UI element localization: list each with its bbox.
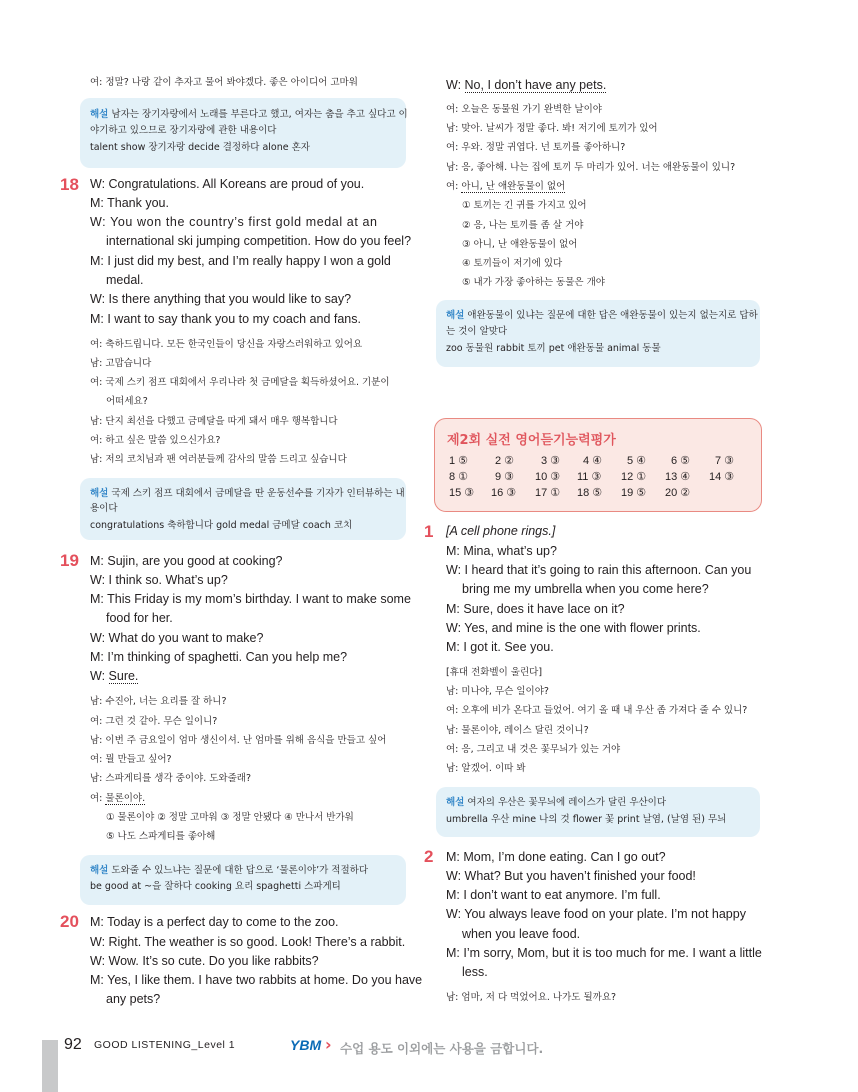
kor-line: 여: 그런 것 같아. 무슨 일이니? bbox=[90, 716, 218, 727]
explanation-text: 여자의 우산은 꽃무늬에 레이스가 달린 우산이다 bbox=[467, 797, 667, 808]
explanation-label: 해설 bbox=[90, 865, 109, 876]
kor-line: 여: 하고 싶은 말씀 있으신가요? bbox=[90, 435, 221, 446]
answer-key-item: 7 ③ bbox=[715, 455, 735, 467]
answer-key-item: 4 ④ bbox=[583, 455, 603, 467]
explanation-box bbox=[436, 300, 760, 367]
question-number-2: 2 bbox=[424, 847, 434, 866]
footer-bar bbox=[42, 1040, 58, 1092]
answer-key-item: 2 ② bbox=[495, 455, 515, 467]
dialogue-speaker: W: bbox=[446, 78, 465, 92]
answer-key-item: 18 ⑤ bbox=[577, 487, 603, 499]
dialogue-line: M: Mina, what’s up? bbox=[446, 544, 557, 558]
question-number-1: 1 bbox=[424, 522, 434, 541]
explanation-box bbox=[436, 787, 760, 837]
dialogue-line: W: You always leave food on your plate. I’m not happy bbox=[446, 907, 746, 921]
dialogue-line: W: Yes, and mine is the one with flower prints. bbox=[446, 621, 701, 635]
dialogue-line: M: Today is a perfect day to come to the zoo. bbox=[90, 915, 339, 929]
answer-text: 아니, 난 애완동물이 없어 bbox=[461, 181, 566, 192]
dialogue-line: M: I’m sorry, Mom, but it is too much for me. I want a little bbox=[446, 946, 762, 960]
publisher-logo: YBM bbox=[290, 1037, 322, 1053]
kor-line: 어떠세요? bbox=[106, 396, 148, 407]
explanation-text: 야기하고 있으므로 장기자랑에 관한 내용이다 bbox=[90, 125, 277, 136]
dialogue-line: W: What do you want to make? bbox=[90, 631, 264, 645]
explanation-label: 해설 bbox=[446, 797, 465, 808]
kor-line: 남: 응, 좋아해. 나는 집에 토끼 두 마리가 있어. 너는 애완동물이 있니? bbox=[446, 162, 736, 173]
answer-key-item: 14 ③ bbox=[709, 471, 735, 483]
explanation-box bbox=[80, 98, 406, 168]
answer-choice: ② 응, 나는 토끼를 좀 살 거야 bbox=[462, 220, 584, 231]
explanation-label: 해설 bbox=[90, 488, 109, 499]
kor-speaker: 여: bbox=[90, 793, 106, 804]
dialogue-line: bring me my umbrella when you come here? bbox=[462, 582, 709, 596]
answer-key-title: 제2회 실전 영어듣기능력평가 bbox=[447, 433, 616, 448]
kor-line: 남: 수진아, 너는 요리를 잘 하니? bbox=[90, 696, 227, 707]
kor-line: 남: 미나야, 무슨 일이야? bbox=[446, 686, 549, 697]
dialogue-line: less. bbox=[462, 965, 488, 979]
answer-key-item: 19 ⑤ bbox=[621, 487, 647, 499]
answer-key-item: 15 ③ bbox=[449, 487, 475, 499]
answer-key-item: 13 ④ bbox=[665, 471, 691, 483]
answer-key-item: 10 ③ bbox=[535, 471, 561, 483]
answer-key-item: 11 ③ bbox=[577, 471, 602, 483]
answer-key-item: 3 ③ bbox=[541, 455, 561, 467]
answer-key-box bbox=[434, 418, 762, 512]
kor-line: 여: 응, 그리고 내 것은 꽃무늬가 있는 거야 bbox=[446, 744, 621, 755]
kor-speaker: 여: bbox=[446, 181, 462, 192]
kor-line: 여: 뭘 만들고 싶어? bbox=[90, 754, 172, 765]
dialogue-line: M: I don’t want to eat anymore. I’m full. bbox=[446, 888, 661, 902]
dialogue-line: W: Is there anything that you would like to say? bbox=[90, 292, 352, 306]
kor-line: 남: 알겠어. 이따 봐 bbox=[446, 763, 526, 774]
explanation-box bbox=[80, 478, 406, 540]
answer-key-item: 8 ① bbox=[449, 471, 469, 483]
dialogue-line: W: I think so. What’s up? bbox=[90, 573, 228, 587]
kor-line: 여: 축하드립니다. 모든 한국인들이 당신을 자랑스러워하고 있어요 bbox=[90, 339, 363, 350]
page-number: 92 bbox=[64, 1036, 82, 1053]
answer-key-item: 9 ③ bbox=[495, 471, 515, 483]
explanation-text: 애완동물이 있냐는 질문에 대한 답은 애완동물이 있는지 없는지로 답하 bbox=[467, 310, 758, 321]
dialogue-line: W: Congratulations. All Koreans are proud of you. bbox=[90, 177, 365, 191]
dialogue-line: M: I want to say thank you to my coach and fans. bbox=[90, 312, 361, 326]
kor-line: 남: 맞아. 날씨가 정말 좋다. 봐! 저기에 토끼가 있어 bbox=[446, 123, 658, 134]
answer-choice: ③ 아니, 난 애완동물이 없어 bbox=[462, 239, 578, 250]
explanation-text: 용이다 bbox=[90, 503, 118, 514]
answer-choices: ① 물론이야 ② 정말 고마워 ③ 정말 안됐다 ④ 만나서 반가워 bbox=[106, 812, 354, 823]
dialogue-line: M: I got it. See you. bbox=[446, 640, 554, 654]
answer-text: Sure. bbox=[108, 669, 139, 683]
answer-key-item: 20 ② bbox=[665, 487, 691, 499]
dialogue-line: M: Thank you. bbox=[90, 196, 169, 210]
answer-choices: ⑤ 나도 스파게티를 좋아해 bbox=[106, 831, 216, 842]
dialogue-line: M: I’m thinking of spaghetti. Can you help me? bbox=[90, 650, 348, 664]
question-number-18: 18 bbox=[60, 175, 79, 194]
answer-key-item: 1 ⑤ bbox=[449, 455, 469, 467]
explanation-text: 남자는 장기자랑에서 노래를 부른다고 했고, 여자는 춤을 추고 싶다고 이 bbox=[111, 109, 408, 120]
answer-key-item: 12 ① bbox=[621, 471, 647, 483]
explanation-box bbox=[80, 855, 406, 905]
answer-key-item: 17 ① bbox=[535, 487, 561, 499]
book-title: GOOD LISTENING_Level 1 bbox=[94, 1039, 236, 1051]
question-number-20: 20 bbox=[60, 912, 79, 931]
explanation-text: 도와줄 수 있느냐는 질문에 대한 답으로 ‘물론이야’가 적절하다 bbox=[111, 865, 368, 876]
kor-line: 남: 엄마, 저 다 먹었어요. 나가도 될까요? bbox=[446, 992, 617, 1003]
dialogue-line: medal. bbox=[106, 273, 144, 287]
dialogue-line: when you leave food. bbox=[462, 927, 581, 941]
vocab-line: talent show 장기자랑 decide 결정하다 alone 혼자 bbox=[90, 142, 310, 153]
question-number-19: 19 bbox=[60, 551, 79, 570]
dialogue-line: W: What? But you haven’t finished your food! bbox=[446, 869, 696, 883]
explanation-text: 는 것이 알맞다 bbox=[446, 326, 508, 337]
dialogue-line: M: This Friday is my mom’s birthday. I want to make some bbox=[90, 592, 411, 606]
dialogue-line: W: Right. The weather is so good. Look! There’s a rabbit. bbox=[90, 935, 406, 949]
answer-choice: ④ 토끼들이 저기에 있다 bbox=[462, 258, 563, 269]
kor-line: 여: 오늘은 동물원 가기 완벽한 날이야 bbox=[446, 104, 602, 115]
usage-notice: 수업 용도 이외에는 사용을 금합니다. bbox=[340, 1041, 544, 1056]
answer-key-item: 6 ⑤ bbox=[671, 455, 691, 467]
chevron-right-icon: › bbox=[325, 1035, 332, 1054]
explanation-label: 해설 bbox=[90, 109, 109, 120]
dialogue-line: M: Yes, I like them. I have two rabbits at home. Do you have bbox=[90, 973, 423, 987]
dialogue-speaker: W: bbox=[90, 669, 109, 683]
answer-choice: ⑤ 내가 가장 좋아하는 동물은 개야 bbox=[462, 277, 605, 288]
kor-line: [휴대 전화벨이 울린다] bbox=[446, 667, 543, 678]
answer-choice: ① 토끼는 긴 귀를 가지고 있어 bbox=[462, 200, 587, 211]
kor-line: 남: 스파게티를 생각 중이야. 도와줄래? bbox=[90, 773, 251, 784]
answer-text: 물론이야. bbox=[105, 793, 146, 804]
kor-line: 남: 물론이야, 레이스 달린 것이니? bbox=[446, 725, 589, 736]
answer-key-item: 16 ③ bbox=[491, 487, 517, 499]
explanation-label: 해설 bbox=[446, 310, 465, 321]
kor-line: 여: 오후에 비가 온다고 들었어. 여기 올 때 내 우산 좀 가져다 줄 수 있니? bbox=[446, 705, 748, 716]
kor-line: 남: 단지 최선을 다했고 금메달을 따게 돼서 매우 행복합니다 bbox=[90, 416, 338, 427]
answer-key-item: 5 ④ bbox=[627, 455, 647, 467]
kor-line: 남: 이번 주 금요일이 엄마 생신이셔. 난 엄마를 위해 음식을 만들고 싶어 bbox=[90, 735, 387, 746]
dialogue-line: M: Mom, I’m done eating. Can I go out? bbox=[446, 850, 666, 864]
dialogue-line: W: You won the country’s first gold medal at an bbox=[90, 215, 378, 229]
dialogue-line: food for her. bbox=[106, 611, 173, 625]
dialogue-line: M: Sujin, are you good at cooking? bbox=[90, 554, 283, 568]
kor-line: 여: 우와. 정말 귀엽다. 넌 토끼를 좋아하니? bbox=[446, 142, 626, 153]
vocab-line: be good at ~을 잘하다 cooking 요리 spaghetti 스파게티 bbox=[90, 881, 341, 892]
kor-line: 남: 저의 코치님과 팬 여러분들께 감사의 말씀 드리고 싶습니다 bbox=[90, 454, 347, 465]
dialogue-line: international ski jumping competition. How do you feel? bbox=[106, 234, 412, 248]
vocab-line: zoo 동물원 rabbit 토끼 pet 애완동물 animal 동물 bbox=[446, 343, 661, 354]
kor-line: 여: 정말? 나랑 같이 추자고 물어 봐야겠다. 좋은 아이디어 고마워 bbox=[90, 77, 358, 88]
dialogue-line: W: Wow. It’s so cute. Do you like rabbits? bbox=[90, 954, 319, 968]
dialogue-line: M: Sure, does it have lace on it? bbox=[446, 602, 625, 616]
answer-text: No, I don’t have any pets. bbox=[464, 78, 607, 92]
kor-line: 여: 국제 스키 점프 대회에서 우리나라 첫 금메달을 획득하셨어요. 기분이 bbox=[90, 377, 390, 388]
vocab-line: congratulations 축하합니다 gold medal 금메달 coach 코치 bbox=[90, 520, 353, 531]
explanation-text: 국제 스키 점프 대회에서 금메달을 딴 운동선수를 기자가 인터뷰하는 내 bbox=[111, 488, 405, 499]
dialogue-line: any pets? bbox=[106, 992, 161, 1006]
dialogue-line: W: I heard that it’s going to rain this afternoon. Can you bbox=[446, 563, 752, 577]
vocab-line: umbrella 우산 mine 나의 것 flower 꽃 print 날염, (날염 된) 무늬 bbox=[446, 814, 727, 825]
kor-line: 남: 고맙습니다 bbox=[90, 358, 152, 369]
stage-direction: [A cell phone rings.] bbox=[446, 524, 556, 538]
dialogue-line: M: I just did my best, and I’m really happy I won a gold bbox=[90, 254, 391, 268]
